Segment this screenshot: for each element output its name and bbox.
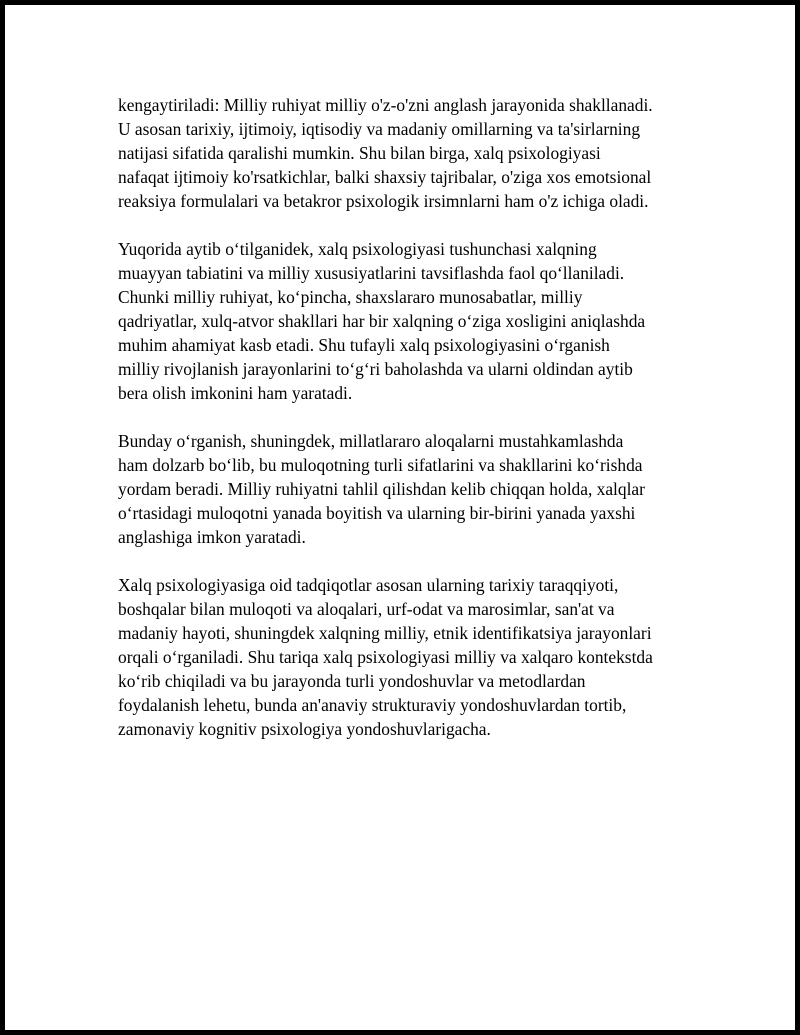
text-line: foydalanish lehetu, bunda an'anaviy strukturaviy yondoshuvlardan tortib, (118, 695, 627, 715)
text-line: muhim ahamiyat kasb etadi. Shu tufayli xalq psixologiyasini o‘rganish (118, 335, 610, 355)
text-line: ko‘rib chiqiladi va bu jarayonda turli yondoshuvlar va metodlardan (118, 671, 586, 691)
paragraph-1 (118, 93, 708, 213)
text-line: U asosan tarixiy, ijtimoiy, iqtisodiy va madaniy omillarning va ta'sirlarning (118, 119, 641, 139)
paragraph-4 (118, 573, 708, 741)
text-line: kengaytiriladi: Milliy ruhiyat milliy o'z-o'zni anglash jarayonida shakllanadi. (118, 95, 653, 115)
text-line: muayyan tabiatini va milliy xususiyatlarini tavsiflashda faol qo‘llaniladi. (118, 263, 625, 283)
text-line: nafaqat ijtimoiy ko'rsatkichlar, balki shaxsiy tajribalar, o'ziga xos emotsional (118, 167, 652, 187)
text-line: milliy rivojlanish jarayonlarini to‘g‘ri baholashda va ularni oldindan aytib (118, 359, 633, 379)
text-line: qadriyatlar, xulq-atvor shakllari har bir xalqning o‘ziga xosligini aniqlashda (118, 311, 646, 331)
text-line: orqali o‘rganiladi. Shu tariqa xalq psixologiyasi milliy va xalqaro kontekstda (118, 647, 653, 667)
text-line: anglashiga imkon yaratadi. (118, 527, 306, 547)
text-line: bera olish imkonini ham yaratadi. (118, 383, 353, 403)
text-line: o‘rtasidagi muloqotni yanada boyitish va ularning bir-birini yanada yaxshi (118, 503, 636, 523)
text-line: zamonaviy kognitiv psixologiya yondoshuvlarigacha. (118, 719, 491, 739)
text-line: Chunki milliy ruhiyat, ko‘pincha, shaxslararo munosabatlar, milliy (118, 287, 583, 307)
text-line: natijasi sifatida qaralishi mumkin. Shu bilan birga, xalq psixologiyasi (118, 143, 601, 163)
text-line: Bunday o‘rganish, shuningdek, millatlararo aloqalarni mustahkamlashda (118, 431, 624, 451)
text-line: Yuqorida aytib o‘tilganidek, xalq psixologiyasi tushunchasi xalqning (118, 239, 597, 259)
text-line: madaniy hayoti, shuningdek xalqning milliy, etnik identifikatsiya jarayonlari (118, 623, 652, 643)
text-line: reaksiya formulalari va betakror psixologik irsimnlarni ham o'z ichiga oladi. (118, 191, 649, 211)
text-line: yordam beradi. Milliy ruhiyatni tahlil qilishdan kelib chiqqan holda, xalqlar (118, 479, 645, 499)
text-line: Xalq psixologiyasiga oid tadqiqotlar asosan ularning tarixiy taraqqiyoti, (118, 575, 619, 595)
document-body (118, 93, 708, 765)
text-line: boshqalar bilan muloqoti va aloqalari, urf-odat va marosimlar, san'at va (118, 599, 615, 619)
text-line: ham dolzarb bo‘lib, bu muloqotning turli sifatlarini va shakllarini ko‘rishda (118, 455, 643, 475)
paragraph-3 (118, 429, 708, 549)
paragraph-2 (118, 237, 708, 405)
